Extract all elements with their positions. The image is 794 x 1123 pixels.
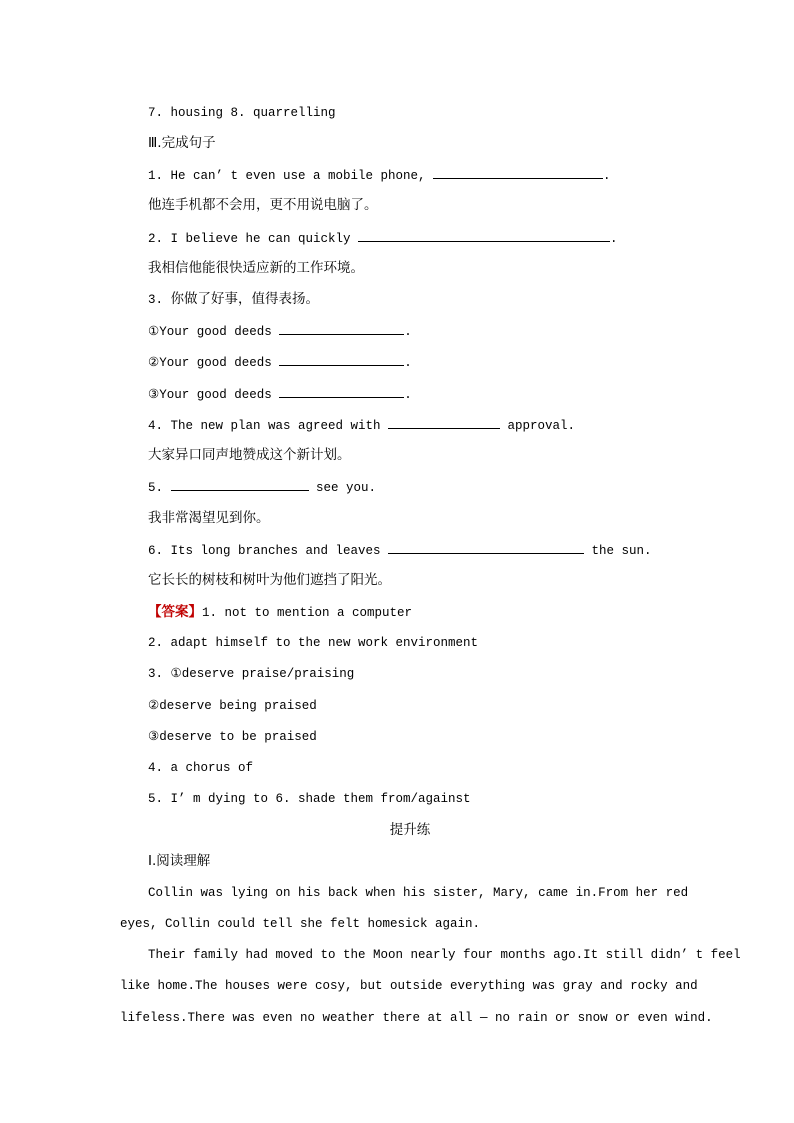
answer-1: 1. not to mention a computer [202, 606, 413, 620]
option-1-text: ①Your good deeds [148, 325, 280, 339]
question-2-chinese: 我相信他能很快适应新的工作环境。 [148, 260, 364, 276]
question-3-number: 3. [148, 293, 171, 307]
question-2-text: 2. I believe he can quickly [148, 232, 359, 246]
question-6-end: the sun. [584, 544, 652, 558]
answer-3-option-3: ③deserve to be praised [148, 730, 317, 744]
section-title-reading: Ⅰ.阅读理解 [148, 853, 211, 869]
option-2-blank[interactable] [279, 354, 404, 366]
option-3-end: . [404, 388, 412, 402]
question-3 [148, 291, 319, 308]
option-2-text: ②Your good deeds [148, 356, 280, 370]
question-4 [148, 417, 575, 434]
paragraph-2-line-2: like home.The houses were cosy, but outside everything was gray and rocky and [120, 979, 698, 993]
option-1-blank[interactable] [279, 323, 404, 335]
paragraph-1-line-2: eyes, Collin could tell she felt homesick again. [120, 917, 481, 931]
question-1-chinese: 他连手机都不会用，更不用说电脑了。 [148, 197, 378, 213]
option-3-blank[interactable] [279, 386, 404, 398]
answer-line-1 [148, 604, 412, 621]
question-5-number: 5. [148, 481, 171, 495]
question-5-blank[interactable] [171, 479, 309, 491]
question-6 [148, 542, 652, 559]
question-2-end: . [610, 232, 618, 246]
question-4-chinese: 大家异口同声地赞成这个新计划。 [148, 447, 351, 463]
paragraph-2-line-3: lifeless.There was even no weather there at all — no rain or snow or even wind. [120, 1011, 713, 1025]
answer-line-7-8: 7. housing 8. quarrelling [148, 106, 336, 120]
question-6-chinese: 它长长的树枝和树叶为他们遮挡了阳光。 [148, 572, 391, 588]
section-title-complete-sentences: Ⅲ.完成句子 [148, 135, 216, 151]
answer-4: 4. a chorus of [148, 761, 254, 775]
question-5-chinese: 我非常渴望见到你。 [148, 510, 270, 526]
question-4-end: approval. [500, 419, 576, 433]
option-1-end: . [404, 325, 412, 339]
question-3-option-2 [148, 354, 412, 371]
answer-tag: 【答案】 [148, 604, 202, 620]
question-5 [148, 479, 376, 496]
paragraph-1-line-1: Collin was lying on his back when his sister, Mary, came in.From her red [148, 886, 689, 900]
question-3-chinese: 你做了好事，值得表扬。 [170, 291, 320, 307]
question-2 [148, 230, 618, 247]
question-6-text: 6. Its long branches and leaves [148, 544, 389, 558]
question-1-end: . [603, 169, 611, 183]
question-6-blank[interactable] [388, 542, 584, 554]
option-2-end: . [404, 356, 412, 370]
question-4-text: 4. The new plan was agreed with [148, 419, 389, 433]
option-3-text: ③Your good deeds [148, 388, 280, 402]
paragraph-2-line-1: Their family had moved to the Moon nearly four months ago.It still didn’ t feel [148, 948, 741, 962]
section-heading-improvement: 提升练 [389, 822, 431, 838]
answer-2: 2. adapt himself to the new work environment [148, 636, 479, 650]
question-4-blank[interactable] [388, 417, 500, 429]
answer-3-option-2: ②deserve being praised [148, 699, 317, 713]
question-3-option-3 [148, 386, 412, 403]
question-3-option-1 [148, 323, 412, 340]
question-1-blank[interactable] [433, 167, 603, 179]
question-1 [148, 167, 611, 184]
question-1-text: 1. He can’ t even use a mobile phone, [148, 169, 434, 183]
answer-3: 3. ①deserve praise/praising [148, 667, 355, 681]
question-2-blank[interactable] [358, 230, 610, 242]
answer-5-6: 5. I’ m dying to 6. shade them from/against [148, 792, 471, 806]
question-5-end: see you. [308, 481, 377, 495]
